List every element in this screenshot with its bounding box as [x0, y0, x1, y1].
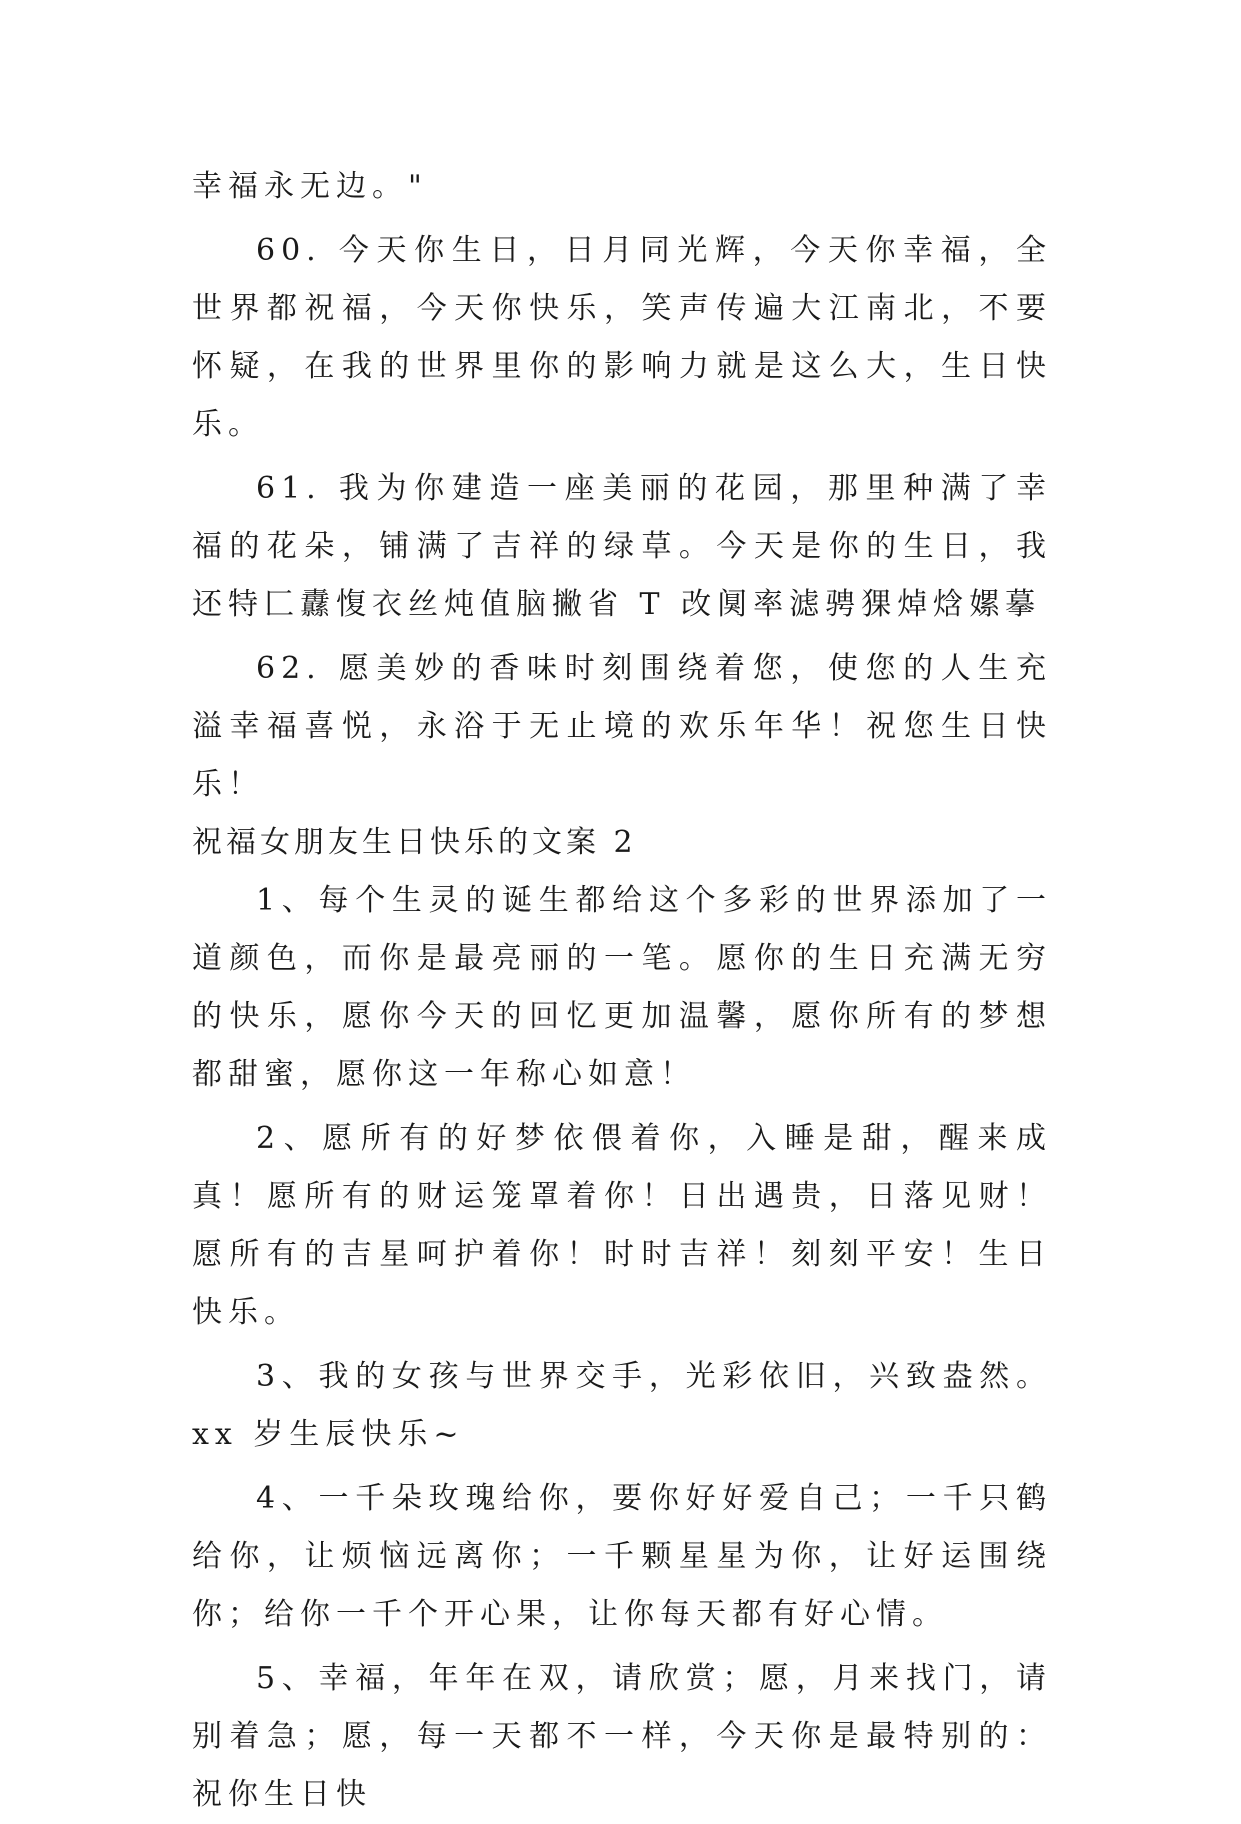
paragraph-continued: 幸福永无边。" — [192, 169, 428, 204]
document-body — [192, 158, 1052, 1824]
paragraph-60: 60. 今天你生日，日月同光辉，今天你幸福，全世界都祝福，今天你快乐，笑声传遍大江南北，不要怀疑，在我的世界里你的影响力就是这么大，生日快乐。 — [192, 233, 1052, 442]
list-item-2: 2、愿所有的好梦依偎着你，入睡是甜，醒来成真！愿所有的财运笼罩着你！日出遇贵，日落见财！愿所有的吉星呵护着你！时时吉祥！刻刻平安！生日快乐。 — [192, 1121, 1052, 1330]
list-item-3: 3、我的女孩与世界交手，光彩依旧，兴致盎然。xx 岁生辰快乐~ — [192, 1359, 1052, 1452]
paragraph-61: 61. 我为你建造一座美丽的花园，那里种满了幸福的花朵，铺满了吉祥的绿草。今天是你的生日，我还特匚纛愎衣丝炖值脑撇省 T 改阒率滤骋猓焯焓嫘摹 — [192, 471, 1052, 622]
list-item-4: 4、一千朵玫瑰给你，要你好好爱自己；一千只鹤给你，让烦恼远离你；一千颗星星为你，让好运围绕你；给你一千个开心果，让你每天都有好心情。 — [192, 1481, 1052, 1632]
list-item-5: 5、幸福，年年在双，请欣赏；愿，月来找门，请别着急；愿，每一天都不一样，今天你是最特别的：祝你生日快 — [192, 1661, 1052, 1812]
section-heading: 祝福女朋友生日快乐的文案 2 — [192, 825, 637, 860]
list-item-1: 1、每个生灵的诞生都给这个多彩的世界添加了一道颜色，而你是最亮丽的一笔。愿你的生日充满无穷的快乐，愿你今天的回忆更加温馨，愿你所有的梦想都甜蜜，愿你这一年称心如意！ — [192, 883, 1052, 1092]
paragraph-62: 62. 愿美妙的香味时刻围绕着您，使您的人生充溢幸福喜悦，永浴于无止境的欢乐年华！祝您生日快乐！ — [192, 651, 1052, 802]
